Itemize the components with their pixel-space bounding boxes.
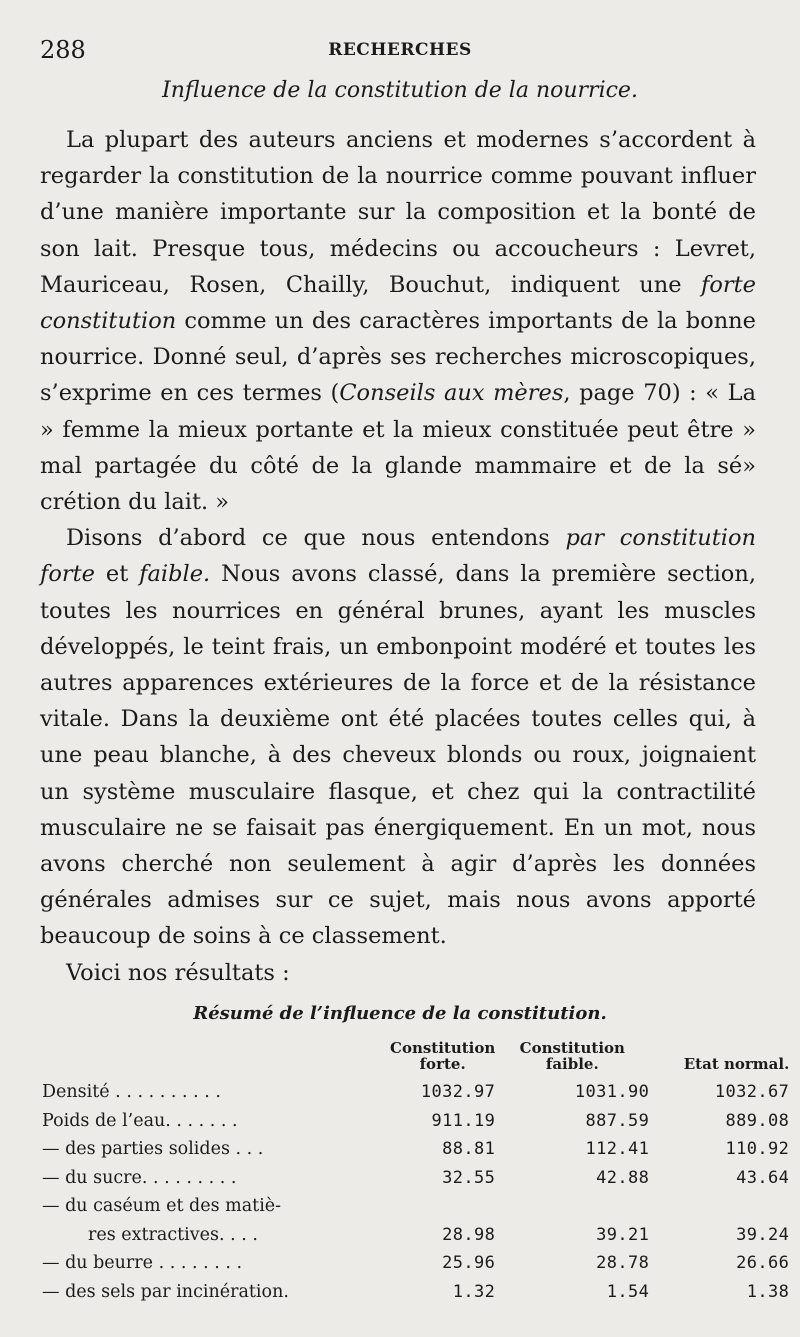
value-cell: 889.08 (725, 1110, 790, 1131)
column-header-normal: Etat normal. (683, 1055, 790, 1073)
value-cell: 28.98 (442, 1224, 496, 1245)
row-label: Poids de l’eau. . . . . . . (42, 1110, 238, 1131)
row-label: res extractives. . . . (88, 1224, 258, 1245)
table-row (42, 1078, 789, 1107)
value-cell: 112.41 (585, 1139, 650, 1160)
table-row (42, 1278, 789, 1307)
italic-text: par constitution forte (40, 525, 756, 588)
header-label-spacer (42, 1040, 390, 1078)
text-run: La plupart des auteurs anciens et modernes s’accordent à regarder la constitution de la nourrice comme pouvant influer d’une manière importante sur la composition et la bonté de son lait. Presque tous, médecins ou accoucheurs : Levret, Mauriceau, Rosen, Chailly, Bouchut, indiquent une (40, 127, 756, 298)
value-cell: 32.55 (442, 1167, 496, 1188)
table-row (42, 1107, 789, 1136)
value-cell: 1032.67 (714, 1082, 790, 1103)
value-cell: 887.59 (585, 1110, 650, 1131)
value-cell: 26.66 (736, 1253, 790, 1274)
table-row (42, 1164, 789, 1193)
table-row (42, 1221, 789, 1250)
value-cell: 1032.97 (420, 1082, 496, 1103)
value-cell: 1.32 (452, 1281, 496, 1302)
value-cell: 39.24 (736, 1224, 790, 1245)
row-label: — du beurre . . . . . . . . (42, 1253, 243, 1274)
row-label: — du caséum et des matiè- (42, 1196, 282, 1217)
value-cell: 1031.90 (574, 1082, 650, 1103)
row-label: Densité . . . . . . . . . . (42, 1082, 221, 1103)
value-cell: 1.38 (746, 1281, 790, 1302)
text-run: Voici nos résultats : (66, 959, 290, 986)
row-label: — des sels par incinération. (42, 1281, 289, 1302)
value-cell: 39.21 (596, 1224, 650, 1245)
table-title: Résumé de l’influence de la constitution. (193, 1003, 607, 1024)
value-cell: 43.64 (736, 1167, 790, 1188)
column-header-faible: Constitution faible. (519, 1039, 625, 1073)
table-row (42, 1192, 789, 1221)
text-run: , page 70) : « La » femme la mieux portante et la mieux constituée peut être » mal partagée du côté de la glande mammaire et de la sé» crétion du lait. » (40, 380, 756, 516)
paragraph (40, 955, 756, 991)
text-run: et (95, 561, 140, 588)
running-head: RECHERCHES (328, 40, 472, 60)
text-run: comme un des caractères importants de la bonne nourrice. Donné seul, d’après ses recherches microscopiques, s’exprime en ces termes ( (40, 308, 756, 407)
value-cell: 88.81 (442, 1139, 496, 1160)
row-label: — des parties solides . . . (42, 1139, 264, 1160)
text-run: Nous avons classé, dans la première section, toutes les nourrices en général brunes, ayant les muscles développés, le teint frais, un embonpoint modéré et toutes les autres apparences extérieures de la force et de la résistance vitale. Dans la deuxième ont été placées toutes celles qui, à une peau blanche, à des cheveux blonds ou roux, joignaient un système musculaire flasque, et chez qui la contractilité musculaire ne se faisait pas énergiquement. En un mot, nous avons cherché non seulement à agir d’après les données générales admises sur ce sujet, mais nous avons apporté beaucoup de soins à ce classement. (40, 561, 756, 950)
italic-text: forte constitution (40, 271, 756, 335)
value-cell (390, 1192, 495, 1221)
body-text (40, 122, 756, 991)
value-cell: 42.88 (596, 1167, 650, 1188)
row-label: — du sucre. . . . . . . . . (42, 1167, 237, 1188)
results-table (42, 1040, 789, 1306)
column-header-forte: Constitution forte. (390, 1039, 496, 1073)
table-row (42, 1249, 789, 1278)
text-run: Disons d’abord ce que nous entendons (66, 525, 566, 552)
table-header-row (42, 1040, 789, 1078)
value-cell (649, 1192, 789, 1221)
section-title: Influence de la constitution de la nourrice. (162, 78, 638, 103)
paragraph (40, 122, 756, 520)
page-header (40, 36, 760, 66)
value-cell: 1.54 (606, 1281, 650, 1302)
page-number: 288 (40, 36, 86, 64)
italic-text: faible. (139, 561, 211, 588)
value-cell (495, 1192, 649, 1221)
value-cell: 28.78 (596, 1253, 650, 1274)
value-cell: 911.19 (431, 1110, 496, 1131)
italic-text: Conseils aux mères (339, 380, 564, 407)
value-cell: 25.96 (442, 1253, 496, 1274)
table-row (42, 1135, 789, 1164)
value-cell: 110.92 (725, 1139, 790, 1160)
paragraph (40, 520, 756, 954)
table-body (42, 1078, 789, 1306)
